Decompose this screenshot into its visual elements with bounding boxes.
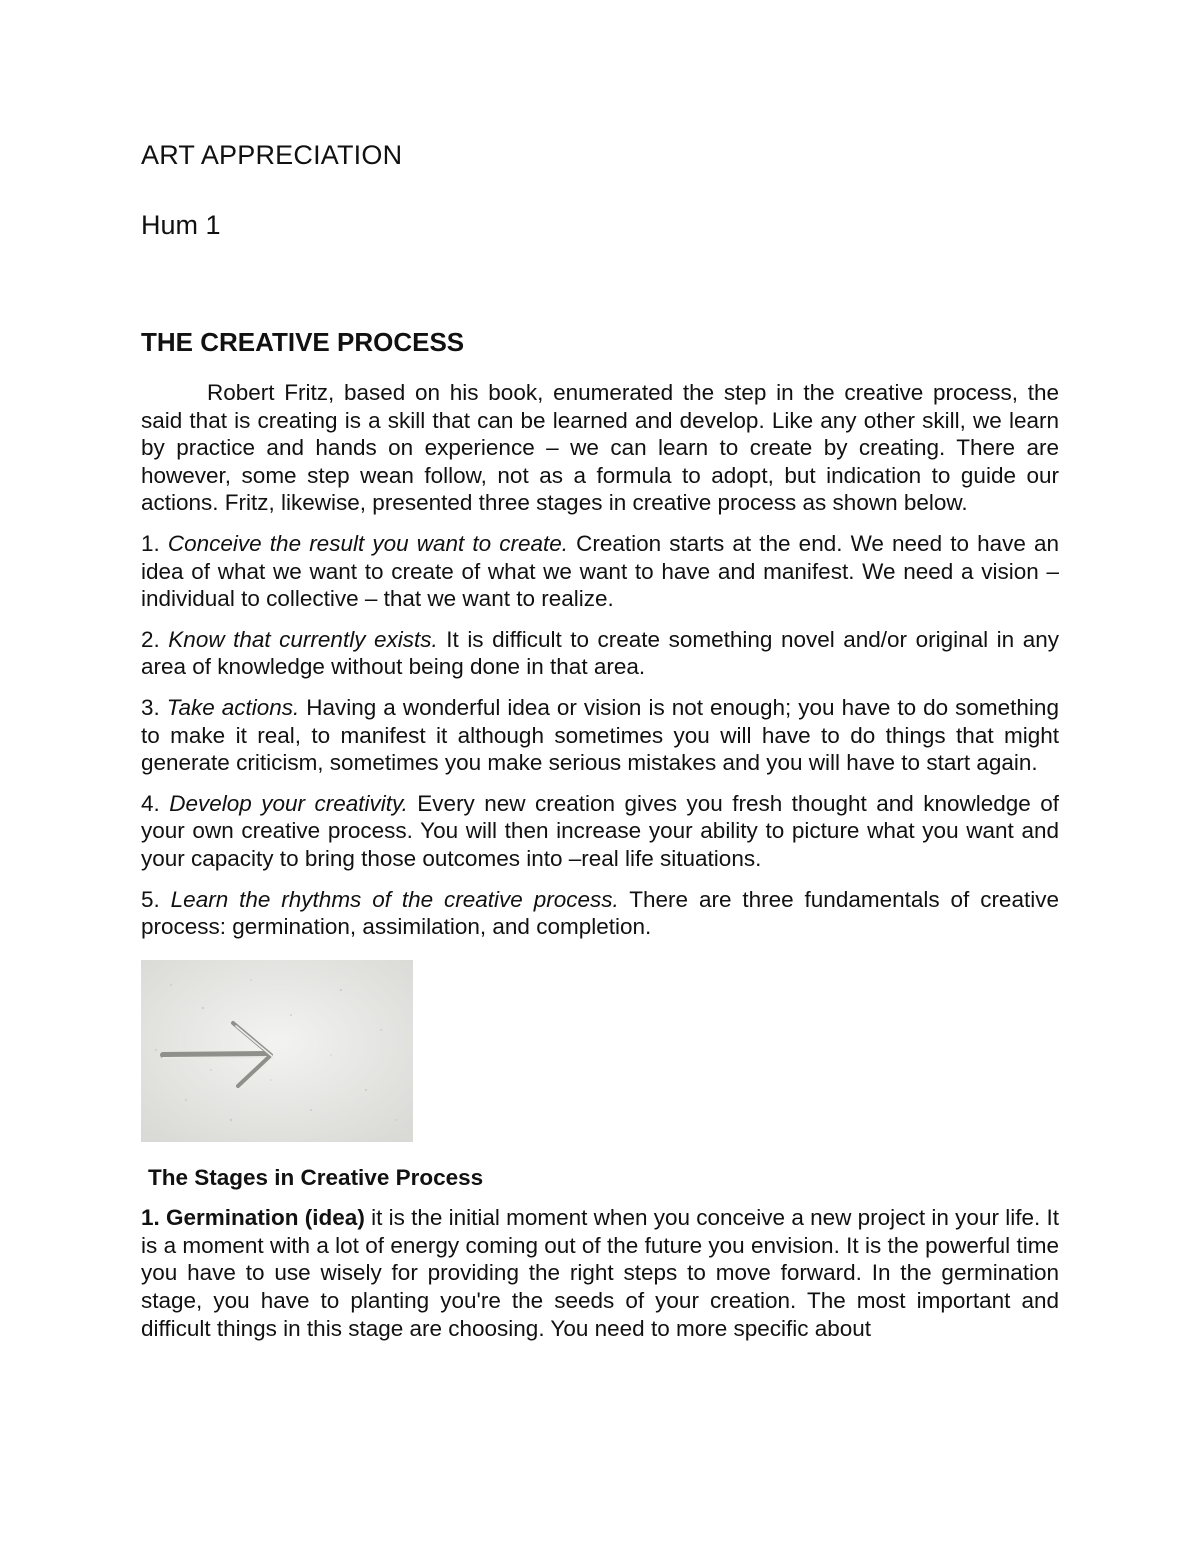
step-text: Every new creation gives you fresh thought and knowledge of your own creative process. You will then increase your ability to picture what you want and your capacity to bring those outcomes into –real life situations. xyxy=(141,790,1059,871)
step-title: Know that currently exists. xyxy=(168,626,438,652)
arrow-image xyxy=(141,960,413,1142)
stage-text: it is the initial moment when you conceive a new project in your life. It is a moment with a lot of energy coming out of the future you envision. It is the powerful time you have to use wisely for providing the right steps to move forward. In the germination stage, you have to planting you're the seeds of your creation. The most important and difficult things in this stage are choosing. You need to more specific about xyxy=(141,1205,1059,1341)
step-title: Conceive the result you want to create. xyxy=(167,530,569,556)
course-code: Hum 1 xyxy=(141,210,221,240)
step-paragraph-2 xyxy=(141,626,1059,681)
step-number: 2. xyxy=(141,626,160,652)
stage-number: 1. xyxy=(141,1205,160,1231)
section-title: THE CREATIVE PROCESS xyxy=(141,327,465,357)
step-paragraph-3 xyxy=(141,694,1059,777)
step-title: Take actions. xyxy=(166,694,300,720)
step-number: 1. xyxy=(141,530,160,556)
step-number: 4. xyxy=(141,790,160,816)
step-text: Having a wonderful idea or vision is not enough; you have to do something to make it real, to manifest it although sometimes you will have to do things that might generate criticism, sometimes you make serious mistakes and you will have to start again. xyxy=(141,694,1059,776)
document-body xyxy=(141,379,1059,1355)
course-title: ART APPRECIATION xyxy=(141,140,403,170)
intro-paragraph: Robert Fritz, based on his book, enumerated the step in the creative process, the said that is creating is a skill that can be learned and develop. Like any other skill, we learn by practice and hands on experience – we can learn to create by creating. There are however, some step wean follow, not as a formula to adopt, but indication to guide our actions. Fritz, likewise, presented three stages in creative process as shown below. xyxy=(141,380,1059,516)
step-paragraph-5 xyxy=(141,886,1059,941)
step-paragraph-1 xyxy=(141,530,1059,613)
arrow-right-icon xyxy=(141,960,413,1142)
step-title: Learn the rhythms of the creative process. xyxy=(170,886,619,912)
step-number: 5. xyxy=(141,886,160,912)
stages-heading: The Stages in Creative Process xyxy=(148,1164,484,1190)
step-text: It is difficult to create something novel and/or original in any area of knowledge without being done in that area. xyxy=(141,626,1059,680)
step-text: There are three fundamentals of creative process: germination, assimilation, and completion. xyxy=(141,886,1059,940)
stage-paragraph-1 xyxy=(141,1204,1059,1342)
step-paragraph-4 xyxy=(141,790,1059,873)
step-number: 3. xyxy=(141,694,160,720)
step-text: Creation starts at the end. We need to have an idea of what we want to create of what we want to have and manifest. We need a vision – individual to collective – that we want to realize. xyxy=(141,530,1059,612)
step-title: Develop your creativity. xyxy=(169,790,408,816)
stage-name: Germination (idea) xyxy=(166,1205,365,1231)
